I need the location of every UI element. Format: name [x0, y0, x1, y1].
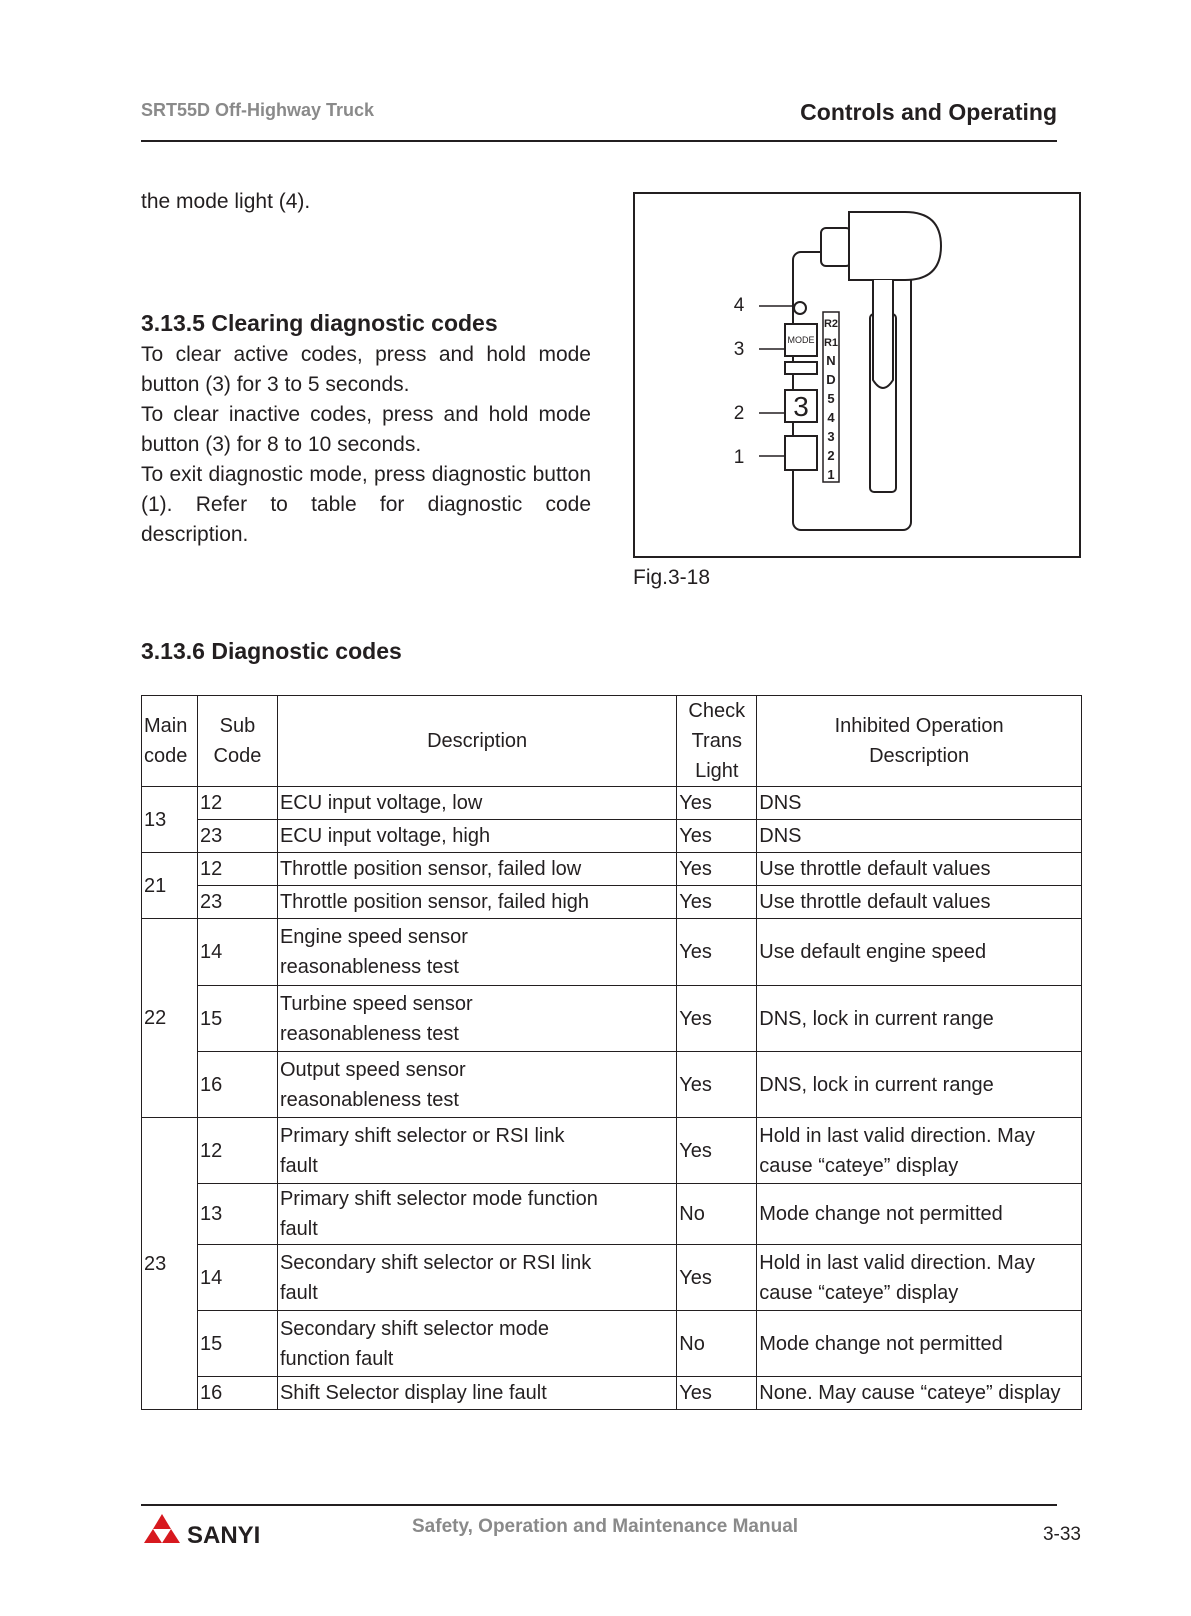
diagnostic-codes-table	[141, 695, 1082, 1410]
section-clearing-body	[141, 340, 591, 550]
gear-letter: 5	[827, 391, 835, 406]
lever-knob	[849, 212, 941, 280]
cell-check-trans-light: Yes	[677, 820, 757, 853]
cell-check-trans-light: Yes	[677, 1052, 757, 1118]
cell-inhibited-operation: None. May cause “cateye” display	[757, 1377, 1082, 1410]
logo-wordmark: SANYI	[187, 1522, 261, 1549]
cell-sub-code: 12	[197, 1118, 277, 1184]
mode-light-icon	[794, 302, 806, 314]
cell-inhibited-operation: DNS	[757, 787, 1082, 820]
cell-sub-code: 12	[197, 787, 277, 820]
header-divider	[141, 140, 1057, 142]
callout-4: 4	[733, 295, 745, 316]
cell-description: Output speed sensor reasonableness test	[277, 1052, 676, 1118]
display-digit: 3	[793, 391, 809, 422]
cell-inhibited-operation: Hold in last valid direction. May cause “cateye” display	[757, 1118, 1082, 1184]
cell-sub-code: 15	[197, 986, 277, 1052]
cell-main-code: 21	[142, 853, 198, 919]
lever-stem	[873, 280, 893, 388]
cell-description: Secondary shift selector mode function fault	[277, 1311, 676, 1377]
paragraph-clear-active: To clear active codes, press and hold mode button (3) for 3 to 5 seconds.	[141, 343, 591, 396]
cell-main-code: 23	[142, 1118, 198, 1410]
header-sub-code: Sub Code	[197, 696, 277, 787]
cell-inhibited-operation: DNS	[757, 820, 1082, 853]
cell-check-trans-light: No	[677, 1184, 757, 1245]
mode-label: MODE	[787, 335, 815, 345]
cell-description: Primary shift selector or RSI link fault	[277, 1118, 676, 1184]
table-row	[142, 820, 1082, 853]
cell-description: Engine speed sensor reasonableness test	[277, 919, 676, 986]
gear-letter: R1	[823, 337, 839, 349]
table-row	[142, 1118, 1082, 1184]
table-row	[142, 919, 1082, 986]
cell-sub-code: 13	[197, 1184, 277, 1245]
header-document-title: SRT55D Off-Highway Truck	[141, 100, 375, 120]
diagnostic-button-icon	[785, 436, 817, 470]
cell-check-trans-light: Yes	[677, 787, 757, 820]
callout-1: 1	[733, 447, 745, 468]
cell-inhibited-operation: Use throttle default values	[757, 886, 1082, 919]
figure-shift-selector	[633, 192, 1081, 558]
sanyi-logo-mark-icon	[144, 1514, 180, 1543]
table-row	[142, 1052, 1082, 1118]
header-description: Description	[277, 696, 676, 787]
table-row	[142, 886, 1082, 919]
cell-inhibited-operation: DNS, lock in current range	[757, 1052, 1082, 1118]
cell-description: ECU input voltage, high	[277, 820, 676, 853]
gear-letter: R2	[823, 318, 839, 330]
cell-sub-code: 23	[197, 820, 277, 853]
header-main-code: Main code	[142, 696, 198, 787]
cell-inhibited-operation: Mode change not permitted	[757, 1311, 1082, 1377]
section-codes-title: 3.13.6 Diagnostic codes	[141, 638, 402, 664]
cell-description: Turbine speed sensor reasonableness test	[277, 986, 676, 1052]
cell-sub-code: 12	[197, 853, 277, 886]
gear-letter: N	[826, 353, 836, 368]
sanyi-logo	[141, 1510, 286, 1556]
table-row	[142, 1311, 1082, 1377]
table-header-row	[142, 696, 1082, 787]
lever-side-tab	[821, 228, 851, 266]
lead-text: the mode light (4).	[141, 190, 311, 213]
cell-inhibited-operation: Use throttle default values	[757, 853, 1082, 886]
cell-inhibited-operation: Hold in last valid direction. May cause “cateye” display	[757, 1245, 1082, 1311]
footer-divider	[141, 1504, 1057, 1506]
cell-description: Throttle position sensor, failed low	[277, 853, 676, 886]
cell-sub-code: 15	[197, 1311, 277, 1377]
paragraph-clear-inactive: To clear inactive codes, press and hold mode button (3) for 8 to 10 seconds.	[141, 403, 591, 456]
table-row	[142, 1245, 1082, 1311]
cell-description: Throttle position sensor, failed high	[277, 886, 676, 919]
cell-check-trans-light: Yes	[677, 1377, 757, 1410]
gear-letter: 1	[827, 467, 835, 482]
cell-check-trans-light: Yes	[677, 1245, 757, 1311]
gear-letter: 3	[827, 429, 835, 444]
cell-sub-code: 14	[197, 919, 277, 986]
gear-letter: 2	[827, 448, 835, 463]
header-inhibited-operation: Inhibited Operation Description	[757, 696, 1082, 787]
gear-letter: 4	[827, 410, 835, 425]
table-row	[142, 1377, 1082, 1410]
figure-caption: Fig.3-18	[633, 566, 711, 589]
cell-inhibited-operation: Use default engine speed	[757, 919, 1082, 986]
gear-letter: D	[826, 372, 836, 387]
cell-description: ECU input voltage, low	[277, 787, 676, 820]
callout-3: 3	[733, 339, 745, 360]
paragraph-exit-diagnostic: To exit diagnostic mode, press diagnostic button (1). Refer to table for diagnostic code description.	[141, 463, 591, 546]
cell-sub-code: 16	[197, 1052, 277, 1118]
header-check-trans-light: Check Trans Light	[677, 696, 757, 787]
footer-manual-title: Safety, Operation and Maintenance Manual	[412, 1516, 799, 1537]
cell-description: Primary shift selector mode function fault	[277, 1184, 676, 1245]
status-strip	[785, 362, 817, 374]
cell-inhibited-operation: Mode change not permitted	[757, 1184, 1082, 1245]
cell-main-code: 13	[142, 787, 198, 853]
cell-sub-code: 16	[197, 1377, 277, 1410]
cell-sub-code: 23	[197, 886, 277, 919]
cell-check-trans-light: Yes	[677, 919, 757, 986]
cell-check-trans-light: Yes	[677, 986, 757, 1052]
table-row	[142, 787, 1082, 820]
cell-description: Shift Selector display line fault	[277, 1377, 676, 1410]
page-number: 3-33	[1042, 1524, 1081, 1545]
callout-2: 2	[733, 403, 745, 424]
cell-inhibited-operation: DNS, lock in current range	[757, 986, 1082, 1052]
cell-description: Secondary shift selector or RSI link fault	[277, 1245, 676, 1311]
section-clearing-title: 3.13.5 Clearing diagnostic codes	[141, 310, 498, 336]
table-row	[142, 853, 1082, 886]
shift-selector-diagram	[635, 194, 1079, 556]
header-section-title: Controls and Operating	[800, 99, 1057, 125]
table-row	[142, 986, 1082, 1052]
cell-check-trans-light: No	[677, 1311, 757, 1377]
cell-check-trans-light: Yes	[677, 1118, 757, 1184]
table-row	[142, 1184, 1082, 1245]
cell-main-code: 22	[142, 919, 198, 1118]
cell-check-trans-light: Yes	[677, 886, 757, 919]
cell-sub-code: 14	[197, 1245, 277, 1311]
cell-check-trans-light: Yes	[677, 853, 757, 886]
